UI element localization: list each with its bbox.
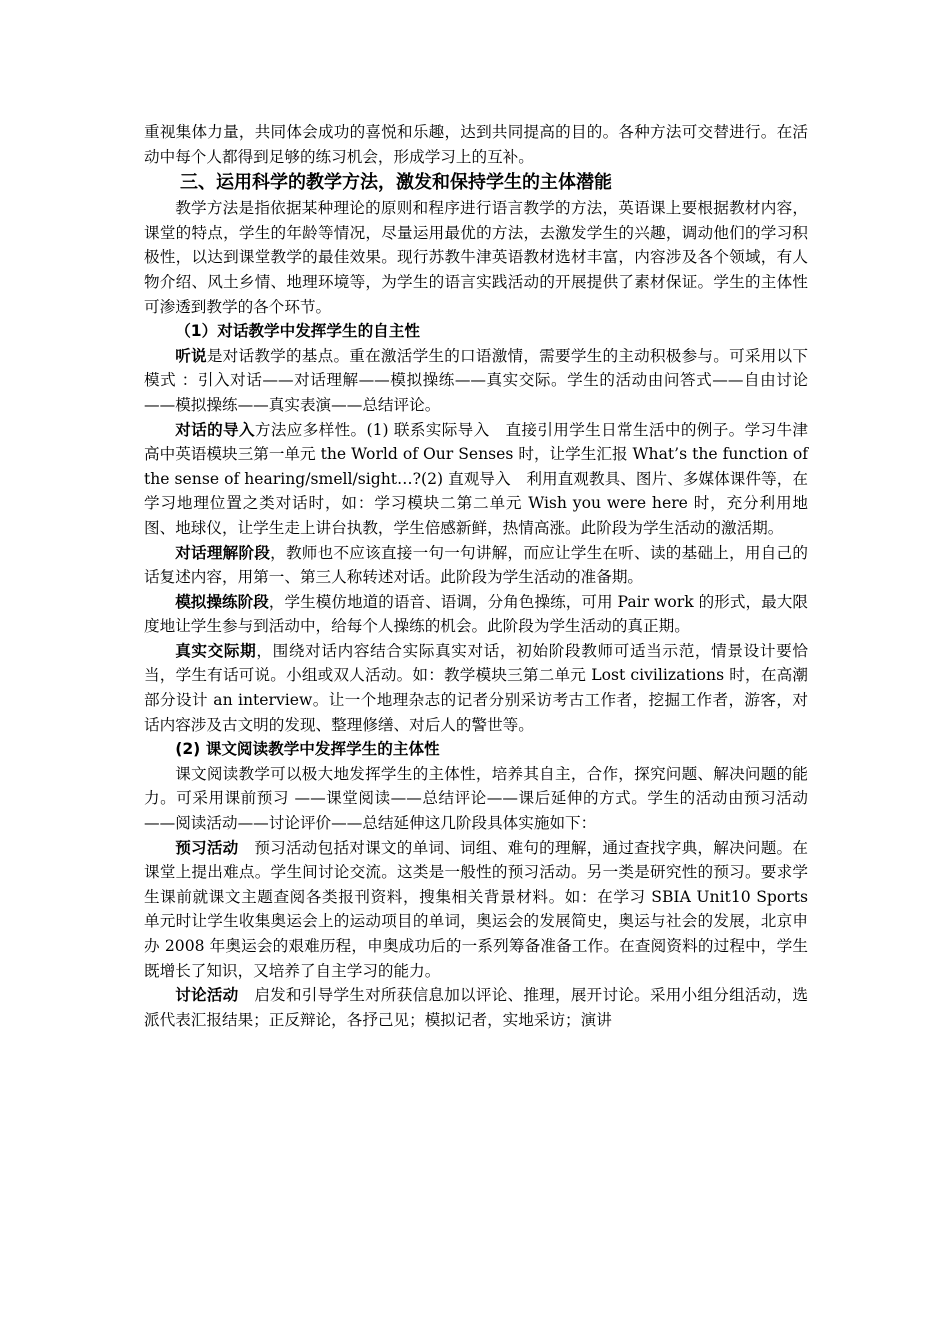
paragraph-real-communication: [144, 639, 808, 737]
subheading-reading-teaching: (2) 课文阅读教学中发挥学生的主体性: [175, 740, 440, 759]
lead-term: 模拟操练阶段: [175, 592, 269, 611]
paragraph-teaching-methods: 教学方法是指依据某种理论的原则和程序进行语言教学的方法，英语课上要根据教材内容，课堂的特点，学生的年龄等情况，尽量运用最优的方法，去激发学生的兴趣，调动他们的学习积极性，以达到课堂教学的最佳效果。现行苏教牛津英语教材选材丰富，内容涉及各个领域，有人物介绍、风土乡情、地理环境等，为学生的语言实践活动的开展提供了素材保证。学生的主体性可渗透到教学的各个环节。: [144, 199, 808, 316]
lead-term: 预习活动: [175, 838, 239, 857]
paragraph-simulated-practice: [144, 590, 808, 639]
paragraph-continuation: 重视集体力量，共同体会成功的喜悦和乐趣，达到共同提高的目的。各种方法可交替进行。在活动中每个人都得到足够的练习机会，形成学习上的互补。: [144, 123, 808, 166]
paragraph-text: 是对话教学的基点。重在激活学生的口语激情，需要学生的主动积极参与。可采用以下模式 ：引入对话——对话理解——模拟操练——真实交际。学生的活动由问答式——自由讨论——模拟操练——真实表演——总结评论。: [144, 346, 808, 414]
lead-term: 真实交际期: [175, 641, 257, 660]
paragraph-dialogue-intro: [144, 418, 808, 541]
subheading-dialogue-teaching: （1）对话教学中发挥学生的自主性: [175, 322, 420, 341]
paragraph-text: ，教师也不应该直接一句一句讲解，而应让学生在听、读的基础上，用自己的话复述内容，用第一、第三人称转述对话。此阶段为学生活动的准备期。: [144, 543, 808, 587]
lead-term: 讨论活动: [175, 986, 239, 1005]
paragraph-listening-speaking: [144, 344, 808, 418]
paragraph-dialogue-understanding: [144, 541, 808, 590]
paragraph-discussion-activity: [144, 983, 808, 1032]
lead-term: 对话的导入: [175, 420, 255, 439]
paragraph-reading-teaching: 课文阅读教学可以极大地发挥学生的主体性，培养其自主，合作，探究问题、解决问题的能力。可采用课前预习 ——课堂阅读——总结评论——课后延伸的方式。学生的活动由预习活动——阅读活动——讨论评价——总结延伸这几阶段具体实施如下：: [144, 764, 808, 833]
paragraph-text: 预习活动包括对课文的单词、词组、难句的理解，通过查找字典，解决问题。在课堂上提出难点。学生间讨论交流。这类是一般性的预习活动。另一类是研究性的预习。要求学生课前就课文主题查阅各类报刊资料，搜集相关背景材料。如：在学习 SBIA Unit10 Sports 单元时让学生收集奥运会上的运动项目的单词，奥运会的发展简史，奥运与社会的发展，北京申办 2008 年奥运会的艰难历程，申奥成功后的一系列筹备准备工作。在查阅资料的过程中，学生既增长了知识，又培养了自主学习的能力。: [144, 838, 808, 980]
document-page: [144, 120, 808, 1032]
lead-term: 对话理解阶段: [175, 543, 271, 562]
paragraph-preview-activity: [144, 836, 808, 984]
section-heading: 三、运用科学的教学方法，激发和保持学生的主体潜能: [180, 172, 612, 194]
paragraph-text: ，学生模仿地道的语音、语调，分角色操练，可用 Pair work 的形式，最大限度地让学生参与到活动中，给每个人操练的机会。此阶段为学生活动的真正期。: [144, 592, 808, 636]
paragraph-text: 启发和引导学生对所获信息加以评论、推理，展开讨论。采用小组分组活动，选派代表汇报结果；正反辩论，各抒己见；模拟记者，实地采访；演讲: [144, 986, 808, 1029]
paragraph-text: 方法应多样性。(1) 联系实际导入 直接引用学生日常生活中的例子。学习牛津高中英语模块三第一单元 the World of Our Senses 时，让学生汇报 What’s the function of the sense of hearing/smell/sight…?(2) 直观导入 利用直观教具、图片、多媒体课件等，在学习地理位置之类对话时，如：学习模块二第二单元 Wish you were here 时，充分利用地图、地球仪，让学生走上讲台执教，学生倍感新鲜，热情高涨。此阶段为学生活动的激活期。: [144, 420, 808, 537]
paragraph-text: ，围绕对话内容结合实际真实对话，初始阶段教师可适当示范，情景设计要恰当，学生有话可说。小组或双人活动。如：教学模块三第二单元 Lost civilizations 时，在高潮部分设计 an interview。让一个地理杂志的记者分别采访考古工作者，挖掘工作者，游客，对话内容涉及古文明的发现、整理修缮、对后人的警世等。: [144, 641, 808, 734]
lead-term: 听说: [175, 346, 207, 365]
